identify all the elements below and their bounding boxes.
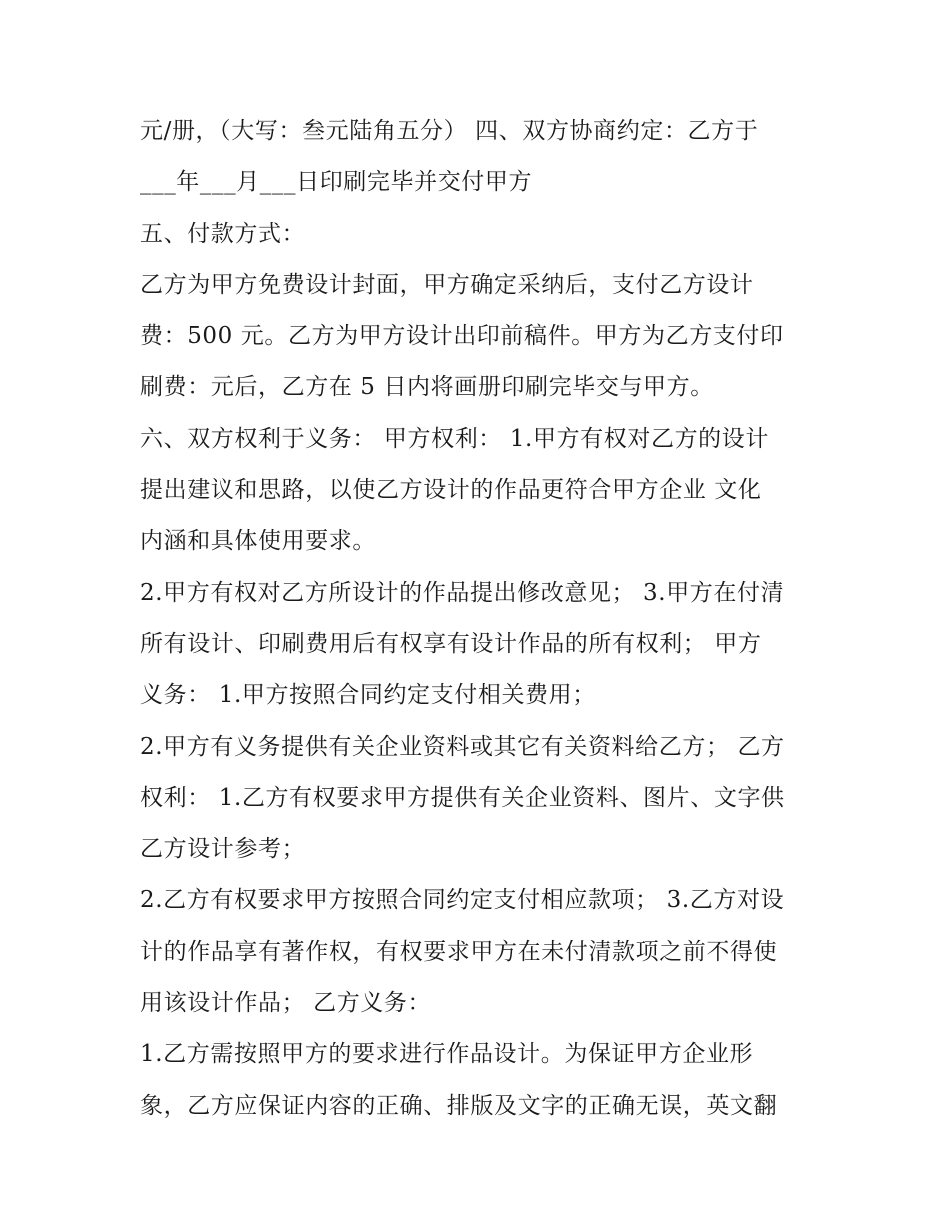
text-line: 2.乙方有权要求甲方按照合同约定支付相应款项； 3.乙方对设 (140, 887, 785, 914)
section-heading: 五、付款方式： (140, 220, 306, 247)
text-line: 提出建议和思路，以使乙方设计的作品更符合甲方企业 文化 (140, 477, 762, 504)
text-line: 费：500 元。乙方为甲方设计出印前稿件。甲方为乙方支付印 (140, 323, 784, 350)
text-line: 权利： 1.乙方有权要求甲方提供有关企业资料、图片、文字供 (140, 784, 785, 811)
text-line: 用该设计作品； 乙方义务： (140, 990, 432, 1017)
text-line: 义务： 1.甲方按照合同约定支付相关费用； (140, 682, 596, 709)
text-line: 1.乙方需按照甲方的要求进行作品设计。为保证甲方企业形 (140, 1041, 754, 1068)
text-line: 计的作品享有著作权，有权要求甲方在未付清款项之前不得使 (140, 938, 778, 965)
text-line: 六、双方权利于义务： 甲方权利： 1.甲方有权对乙方的设计 (140, 425, 769, 452)
text-line: 刷费：元后，乙方在 5 日内将画册印刷完毕交与甲方。 (140, 374, 714, 401)
text-line: 元/册，（大写：叁元陆角五分） 四、双方协商约定：乙方于 (140, 118, 759, 144)
text-line: 象，乙方应保证内容的正确、排版及文字的正确无误，英文翻 (140, 1092, 778, 1119)
text-line: ___年___月___日印刷完毕并交付甲方 (140, 169, 533, 196)
text-line: 乙方设计参考； (140, 836, 306, 863)
text-line: 所有设计、印刷费用后有权享有设计作品的所有权利； 甲方 (140, 630, 762, 657)
text-line: 乙方为甲方免费设计封面，甲方确定采纳后，支付乙方设计 (140, 271, 754, 298)
document-body (140, 106, 830, 1132)
text-line: 内涵和具体使用要求。 (140, 528, 376, 555)
text-line: 2.甲方有义务提供有关企业资料或其它有关资料给乙方； 乙方 (140, 733, 785, 760)
text-line: 2.甲方有权对乙方所设计的作品提出修改意见； 3.甲方在付清 (140, 579, 785, 606)
